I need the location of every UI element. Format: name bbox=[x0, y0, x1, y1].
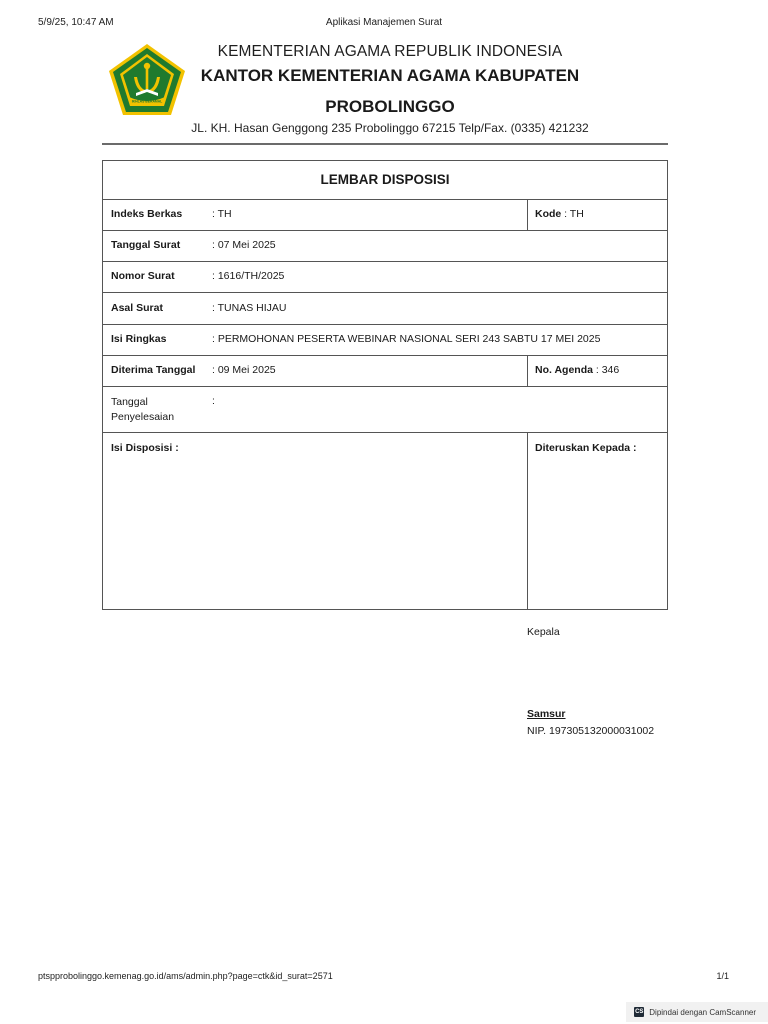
form-column-divider bbox=[527, 355, 528, 387]
letterhead-ministry: KEMENTERIAN AGAMA REPUBLIK INDONESIA bbox=[217, 43, 563, 60]
form-divider bbox=[103, 199, 667, 200]
scanner-badge bbox=[626, 1002, 768, 1022]
form-divider bbox=[103, 386, 667, 387]
form-divider bbox=[103, 261, 667, 262]
form-divider bbox=[103, 230, 667, 231]
form-title: LEMBAR DISPOSISI bbox=[320, 172, 450, 187]
kode-label: Kode bbox=[535, 208, 562, 220]
letterhead bbox=[180, 42, 600, 119]
kode-value: : TH bbox=[561, 208, 584, 220]
signature-nip: NIP. 197305132000031002 bbox=[527, 725, 655, 737]
disposition-form bbox=[102, 160, 668, 610]
logo-motto: IKHLAS BERAMAL bbox=[131, 99, 163, 104]
kemenag-logo-icon bbox=[107, 43, 187, 117]
letterhead-city: PROBOLINGGO bbox=[325, 97, 455, 116]
print-page-title: Aplikasi Manajemen Surat bbox=[325, 17, 443, 28]
form-column-divider bbox=[527, 432, 528, 610]
letterhead-address: JL. KH. Hasan Genggong 235 Probolinggo 67215 Telp/Fax. (0335) 421232 bbox=[191, 121, 589, 135]
signature-position: Kepala bbox=[527, 626, 560, 638]
form-divider bbox=[103, 432, 667, 433]
print-url: ptspprobolinggo.kemenag.go.id/ams/admin.php?page=ctk&id_surat=2571 bbox=[38, 971, 333, 981]
letterhead-office: KANTOR KEMENTERIAN AGAMA KABUPATEN bbox=[200, 66, 580, 85]
tanggal-penyelesaian-value: : bbox=[212, 395, 215, 407]
tanggal-penyelesaian-label bbox=[111, 396, 174, 423]
form-column-divider bbox=[527, 199, 528, 231]
print-page-number: 1/1 bbox=[716, 971, 729, 981]
indeks-berkas-value: : TH bbox=[212, 208, 232, 220]
no-agenda-field bbox=[535, 364, 619, 376]
form-divider bbox=[103, 324, 667, 325]
scanner-text: Dipindai dengan CamScanner bbox=[649, 1007, 756, 1017]
no-agenda-label: No. Agenda bbox=[535, 364, 593, 376]
tanggal-penyelesaian-label-line2: Penyelesaian bbox=[111, 411, 175, 423]
asal-surat-value: : TUNAS HIJAU bbox=[212, 302, 287, 314]
no-agenda-value: : 346 bbox=[592, 364, 620, 376]
form-divider bbox=[103, 292, 667, 293]
isi-ringkas-value: : PERMOHONAN PESERTA WEBINAR NASIONAL SERI 243 SABTU 17 MEI 2025 bbox=[212, 333, 601, 345]
asal-surat-label: Asal Surat bbox=[111, 302, 163, 314]
diterima-tanggal-label: Diterima Tanggal bbox=[111, 364, 196, 376]
diteruskan-kepada-label: Diteruskan Kepada : bbox=[535, 442, 637, 454]
tanggal-surat-label: Tanggal Surat bbox=[111, 239, 181, 251]
tanggal-penyelesaian-label-line1: Tanggal bbox=[111, 396, 148, 408]
camscanner-icon: CS bbox=[635, 1009, 644, 1015]
isi-ringkas-label: Isi Ringkas bbox=[111, 333, 167, 345]
kode-field bbox=[535, 208, 584, 220]
signature-name: Samsur bbox=[527, 708, 566, 720]
indeks-berkas-label: Indeks Berkas bbox=[111, 208, 183, 220]
isi-disposisi-label: Isi Disposisi : bbox=[111, 442, 179, 454]
tanggal-surat-value: : 07 Mei 2025 bbox=[212, 239, 276, 251]
print-datetime: 5/9/25, 10:47 AM bbox=[38, 17, 114, 28]
form-divider bbox=[103, 355, 667, 356]
letterhead-divider bbox=[102, 143, 668, 145]
nomor-surat-value: : 1616/TH/2025 bbox=[212, 270, 285, 282]
nomor-surat-label: Nomor Surat bbox=[111, 270, 175, 282]
diterima-tanggal-value: : 09 Mei 2025 bbox=[212, 364, 276, 376]
